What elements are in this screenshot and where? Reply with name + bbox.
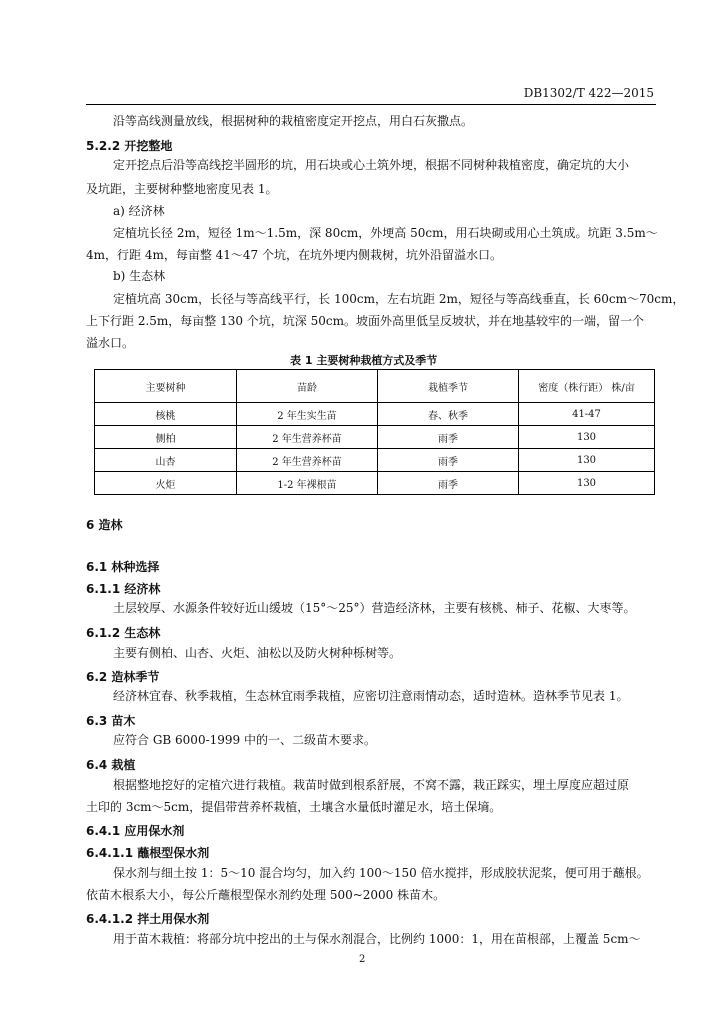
section-heading: 6.4.1 应用保水剂: [86, 824, 185, 838]
table-cell: 雨季: [378, 449, 519, 472]
body-line: 溢水口。: [86, 336, 135, 350]
table-row: [95, 426, 655, 449]
section-heading: 5.2.2 开挖整地: [86, 139, 173, 153]
table-cell: 山杏: [95, 449, 237, 472]
table-cell: 雨季: [378, 472, 519, 495]
table-cell: 2 年生实生苗: [237, 403, 378, 426]
table-row: [95, 403, 655, 426]
table-cell: 1-2 年裸根苗: [237, 472, 378, 495]
body-line: 根据整地挖好的定植穴进行栽植。栽苗时做到根系舒展，不窝不露，栽正踩实，埋土厚度应超过原: [113, 778, 630, 792]
table-cell: 130: [519, 449, 655, 472]
table-cell: 核桃: [95, 403, 237, 426]
column-header: 栽植季节: [378, 370, 519, 403]
section-heading: 6.3 苗木: [86, 714, 136, 728]
list-heading: b) 生态林: [113, 269, 166, 283]
section-heading: 6.4 栽植: [86, 758, 136, 772]
table-cell: 侧柏: [95, 426, 237, 449]
column-header: 主要树种: [95, 370, 237, 403]
document-id: DB1302/T 422—2015: [523, 86, 654, 100]
table-cell: 雨季: [378, 426, 519, 449]
list-heading: a) 经济林: [113, 204, 165, 218]
body-line: 保水剂与细土按 1：5～10 混合均匀，加入约 100～150 倍水搅拌，形成胶状泥浆，便可用于蘸根。: [113, 866, 649, 880]
body-line: 用于苗木栽植：将部分坑中挖出的土与保水剂混合，比例约 1000：1，用在苗根部，上覆盖 5cm～: [113, 932, 641, 946]
column-header: 密度（株行距） 株/亩: [519, 370, 655, 403]
body-line: 沿等高线测量放线，根据树种的栽植密度定开挖点，用白石灰撒点。: [113, 114, 474, 128]
column-header: 苗龄: [237, 370, 378, 403]
table-row: [95, 472, 655, 495]
body-line: 定开挖点后沿等高线挖半圆形的坑，用石块或心土筑外埂，根据不同树种栽植密度，确定坑的大小: [113, 158, 630, 172]
table-row: [95, 449, 655, 472]
body-line: 经济林宜春、秋季栽植，生态林宜雨季栽植，应密切注意雨情动态，适时造林。造林季节见表 1。: [113, 689, 629, 703]
table-cell: 火炬: [95, 472, 237, 495]
section-heading: 6.4.1.2 拌土用保水剂: [86, 912, 210, 926]
table-cell: 2 年生营养杯苗: [237, 426, 378, 449]
header-rule: [86, 104, 656, 105]
table-caption: 表 1 主要树种栽植方式及季节: [290, 354, 438, 367]
body-line: 主要有侧柏、山杏、火炬、油松以及防火树种栎树等。: [113, 646, 402, 660]
section-heading: 6.4.1.1 蘸根型保水剂: [86, 846, 210, 860]
body-line: 及坑距，主要树种整地密度见表 1。: [86, 182, 278, 196]
body-line: 土印的 3cm～5cm，提倡带营养杯栽植，土壤含水量低时灌足水，培土保墒。: [86, 800, 502, 814]
body-line: 定植坑长径 2m，短径 1m～1.5m，深 80cm，外埂高 50cm，用石块砌或用心土筑成。坑距 3.5m～: [113, 226, 658, 240]
section-heading: 6.1.1 经济林: [86, 582, 161, 596]
section-heading: 6.2 造林季节: [86, 670, 160, 684]
body-line: 应符合 GB 6000-1999 中的一、二级苗木要求。: [113, 733, 376, 747]
body-line: 定植坑高 30cm，长径与等高线平行，长 100cm，左右坑距 2m，短径与等高线垂直，长 60cm～70cm，: [113, 292, 685, 306]
table-cell: 130: [519, 472, 655, 495]
section-heading: 6.1.2 生态林: [86, 626, 161, 640]
chapter-heading: 6 造林: [86, 518, 123, 532]
table-cell: 春、秋季: [378, 403, 519, 426]
table-cell: 2 年生营养杯苗: [237, 449, 378, 472]
section-heading: 6.1 林种选择: [86, 560, 160, 574]
page-number: 2: [359, 954, 366, 965]
table-cell: 130: [519, 426, 655, 449]
body-line: 土层较厚、水源条件较好近山缓坡（15°～25°）营造经济林，主要有核桃、柿子、花椒、大枣等。: [113, 601, 636, 615]
table-header-row: [95, 370, 655, 403]
body-line: 4m，行距 4m，每亩整 41～47 个坑，在坑外埂内侧栽树，坑外沿留溢水口。: [86, 248, 503, 262]
body-line: 依苗木根系大小，每公斤蘸根型保水剂约处理 500~2000 株苗木。: [86, 888, 446, 902]
table-cell: 41-47: [519, 403, 655, 426]
planting-table: [94, 369, 655, 495]
body-line: 上下行距 2.5m，每亩整 130 个坑，坑深 50cm。坡面外高里低呈反坡状，并在地基较牢的一端，留一个: [86, 314, 644, 328]
